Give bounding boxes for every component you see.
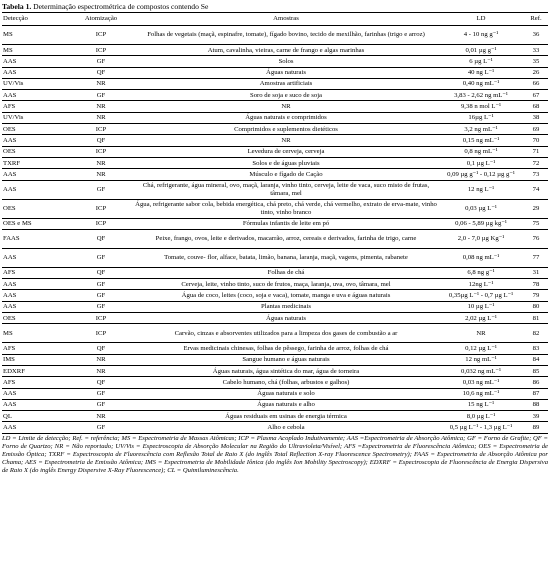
- cell-deteccao: AAS: [2, 169, 68, 180]
- cell-ref: 29: [524, 199, 548, 218]
- cell-atomizacao: QF: [68, 135, 134, 146]
- cell-amostras: Águas residuais em usinas de energia térmica: [134, 411, 438, 422]
- cell-deteccao: AAS: [2, 56, 68, 67]
- cell-deteccao: OES: [2, 199, 68, 218]
- table-row: [2, 301, 548, 312]
- cell-deteccao: UV/Vis: [2, 112, 68, 123]
- cell-ref: 88: [524, 399, 548, 410]
- cell-amostras: Cabelo humano, chá (folhas, arbustos e galhos): [134, 377, 438, 388]
- cell-deteccao: AAS: [2, 180, 68, 199]
- header-atomizacao: Atomização: [68, 13, 134, 26]
- cell-atomizacao: ICP: [68, 218, 134, 229]
- cell-deteccao: AAS: [2, 388, 68, 399]
- table-row: [2, 169, 548, 180]
- table-row: [2, 78, 548, 89]
- table-row: [2, 343, 548, 354]
- cell-deteccao: QL: [2, 411, 68, 422]
- cell-deteccao: AAS: [2, 301, 68, 312]
- cell-ref: 71: [524, 146, 548, 157]
- cell-ref: 80: [524, 301, 548, 312]
- cell-deteccao: OES e MS: [2, 218, 68, 229]
- cell-atomizacao: ICP: [68, 313, 134, 324]
- table-row: [2, 157, 548, 168]
- cell-atomizacao: ICP: [68, 26, 134, 45]
- cell-ref: 68: [524, 101, 548, 112]
- cell-ld: 15 ng L⁻¹: [438, 399, 524, 410]
- cell-ld: 3,2 ng mL⁻¹: [438, 124, 524, 135]
- cell-atomizacao: NR: [68, 78, 134, 89]
- cell-ref: 67: [524, 90, 548, 101]
- cell-ld: 0,5 µg L⁻¹ - 1,3 µg L⁻¹: [438, 422, 524, 433]
- cell-ref: 89: [524, 422, 548, 433]
- cell-ref: 72: [524, 157, 548, 168]
- cell-ref: 87: [524, 388, 548, 399]
- cell-ld: 0,03 µg L⁻¹: [438, 199, 524, 218]
- cell-ld: 6 µg L⁻¹: [438, 56, 524, 67]
- cell-amostras: Fórmulas infantis de leite em pó: [134, 218, 438, 229]
- cell-amostras: Águas naturais, água sintética do mar, água de torneira: [134, 365, 438, 376]
- table-row: [2, 124, 548, 135]
- cell-atomizacao: ICP: [68, 199, 134, 218]
- cell-ld: NR: [438, 324, 524, 343]
- cell-amostras: Alho e cebola: [134, 422, 438, 433]
- cell-ref: 36: [524, 26, 548, 45]
- cell-deteccao: AAS: [2, 290, 68, 301]
- cell-ld: 0,8 ng mL⁻¹: [438, 146, 524, 157]
- header-deteccao: Detecção: [2, 13, 68, 26]
- cell-amostras: Água, refrigerante sabor cola, bebida energética, chá preto, chá verde, chá vermelho, extrato de erva-mate, vinho tinto, vinho branco: [134, 199, 438, 218]
- cell-amostras: NR: [134, 135, 438, 146]
- cell-ref: 81: [524, 313, 548, 324]
- cell-ref: 78: [524, 279, 548, 290]
- cell-ref: 82: [524, 324, 548, 343]
- cell-amostras: Águas naturais e comprimidos: [134, 112, 438, 123]
- cell-ld: 40 ng L⁻¹: [438, 67, 524, 78]
- cell-deteccao: UV/Vis: [2, 78, 68, 89]
- cell-amostras: Cerveja, leite, vinho tinto, suco de frutos, maça, laranja, uva, ovo, tâmara, mel: [134, 279, 438, 290]
- cell-ref: 38: [524, 112, 548, 123]
- table-caption: [2, 2, 548, 12]
- cell-atomizacao: GF: [68, 180, 134, 199]
- cell-ref: 76: [524, 229, 548, 248]
- cell-ref: 26: [524, 67, 548, 78]
- table-row: [2, 411, 548, 422]
- table-row: [2, 67, 548, 78]
- table-row: [2, 354, 548, 365]
- cell-ref: 74: [524, 180, 548, 199]
- cell-ld: 0,1 µg L⁻¹: [438, 157, 524, 168]
- cell-atomizacao: GF: [68, 248, 134, 267]
- cell-atomizacao: ICP: [68, 324, 134, 343]
- table-row: [2, 248, 548, 267]
- cell-ld: 12 ng mL⁻¹: [438, 354, 524, 365]
- cell-atomizacao: NR: [68, 169, 134, 180]
- cell-amostras: Amostras artificiais: [134, 78, 438, 89]
- table-row: [2, 388, 548, 399]
- cell-atomizacao: QF: [68, 377, 134, 388]
- header-ld: LD: [438, 13, 524, 26]
- cell-ld: 0,09 µg g⁻¹ - 0,12 µg g⁻¹: [438, 169, 524, 180]
- cell-deteccao: IMS: [2, 354, 68, 365]
- table-row: [2, 313, 548, 324]
- cell-ld: 3,83 - 2,62 ng mL⁻¹: [438, 90, 524, 101]
- header-row: [2, 13, 548, 26]
- table-row: [2, 399, 548, 410]
- cell-amostras: Atum, cavalinha, vieiras, carne de frango e algas marinhas: [134, 45, 438, 56]
- cell-deteccao: EDXRF: [2, 365, 68, 376]
- cell-deteccao: AFS: [2, 343, 68, 354]
- cell-deteccao: MS: [2, 26, 68, 45]
- table-row: [2, 218, 548, 229]
- cell-amostras: Águas naturais: [134, 67, 438, 78]
- cell-amostras: Levedura de cerveja, cerveja: [134, 146, 438, 157]
- cell-amostras: Água de coco, leites (coco, soja e vaca), tomate, manga e uva e águas naturais: [134, 290, 438, 301]
- cell-ref: 79: [524, 290, 548, 301]
- cell-deteccao: TXRF: [2, 157, 68, 168]
- cell-atomizacao: QF: [68, 267, 134, 278]
- cell-deteccao: AAS: [2, 399, 68, 410]
- cell-amostras: Carvão, cinzas e absorventes utilizados para a limpeza dos gases de combustão a ar: [134, 324, 438, 343]
- cell-ld: 0,01 µg g⁻¹: [438, 45, 524, 56]
- cell-deteccao: AAS: [2, 67, 68, 78]
- cell-ref: 77: [524, 248, 548, 267]
- cell-atomizacao: NR: [68, 411, 134, 422]
- cell-atomizacao: GF: [68, 388, 134, 399]
- cell-amostras: Tomate, couve- flor, alface, batata, limão, banana, laranja, maçã, vagens, pimenta, rabanete: [134, 248, 438, 267]
- cell-ld: 2,02 µg L⁻¹: [438, 313, 524, 324]
- cell-ref: 31: [524, 267, 548, 278]
- cell-ld: 9,38 n mol L⁻¹: [438, 101, 524, 112]
- cell-amostras: Folhas de chá: [134, 267, 438, 278]
- table-body: [2, 26, 548, 434]
- cell-amostras: Solos e de águas pluviais: [134, 157, 438, 168]
- cell-ld: 8,0 µg L⁻¹: [438, 411, 524, 422]
- cell-deteccao: AAS: [2, 248, 68, 267]
- table-row: [2, 422, 548, 433]
- table-row: [2, 365, 548, 376]
- cell-amostras: Solos: [134, 56, 438, 67]
- cell-deteccao: AAS: [2, 422, 68, 433]
- cell-deteccao: AFS: [2, 377, 68, 388]
- table-row: [2, 56, 548, 67]
- footnote: LD = Limite de detecção; Ref. = referência; MS = Espectrometria de Massas Atômicas; ICP = Plasma Acoplado Indutivamente; AAS =Espectrometria de Absorção Atômica; GF = Forno de Grafite; QF = Forno de Quartzo; NR = Não reportado; UV/Vis = Espectroscopia de Absorção Molecular na Região do Ultravioleta/Visível; AFS =Espectrometria de Fluorescência Atômica; OES = Espectrometria de Emissão Óptica; TXRF = Espectroscopia de Fluorescência com Reflexão Total de Raio X (do inglês Total Reflection X-ray Fluorescence Spectrometry); FAAS = Espectrometria de Absorção Atômica por Chama; AES = Espectrometria de Emissão Atômica; IMS = Espectrometria de Mobilidade Iônica (do inglês Ion Mobility Spectroscopy); EDXRF = Espectroscopia de Fluorescência de Energia Dispersiva de Raio X (do inglês Energy Dispersive X-Ray Fluorescence); CL = Quimiluminescência.: [2, 434, 548, 475]
- cell-ref: 33: [524, 45, 548, 56]
- cell-ld: 0,40 ng mL⁻¹: [438, 78, 524, 89]
- cell-amostras: Peixe, frango, ovos, leite e derivados, macarrão, arroz, cereais e derivados, farinha de trigo, carne: [134, 229, 438, 248]
- cell-deteccao: AAS: [2, 90, 68, 101]
- cell-ld: 10 µg L⁻¹: [438, 301, 524, 312]
- cell-amostras: Soro de soja e suco de soja: [134, 90, 438, 101]
- cell-ref: 70: [524, 135, 548, 146]
- cell-ld: 0,12 µg L⁻¹: [438, 343, 524, 354]
- cell-deteccao: AAS: [2, 135, 68, 146]
- cell-atomizacao: GF: [68, 399, 134, 410]
- cell-ld: 6,8 ng g⁻¹: [438, 267, 524, 278]
- cell-ref: 39: [524, 411, 548, 422]
- cell-ref: 35: [524, 56, 548, 67]
- cell-ref: 83: [524, 343, 548, 354]
- table-row: [2, 290, 548, 301]
- cell-atomizacao: QF: [68, 67, 134, 78]
- cell-amostras: Comprimidos e suplementos dietéticos: [134, 124, 438, 135]
- cell-amostras: Águas naturais e alho: [134, 399, 438, 410]
- cell-atomizacao: ICP: [68, 124, 134, 135]
- table-row: [2, 45, 548, 56]
- table-row: [2, 112, 548, 123]
- cell-atomizacao: NR: [68, 157, 134, 168]
- cell-atomizacao: GF: [68, 422, 134, 433]
- cell-amostras: Ervas medicinais chinesas, folhas de pêssego, farinha de arroz, folhas de chá: [134, 343, 438, 354]
- cell-ld: 0,35µg L⁻¹ - 0,7 µg L⁻¹: [438, 290, 524, 301]
- cell-ld: 0,08 ng mL⁻¹: [438, 248, 524, 267]
- cell-ld: 2,0 - 7,0 µg Kg⁻¹: [438, 229, 524, 248]
- cell-ld: 0,032 ng mL⁻¹: [438, 365, 524, 376]
- cell-atomizacao: QF: [68, 229, 134, 248]
- table-row: [2, 267, 548, 278]
- cell-amostras: Águas naturais e solo: [134, 388, 438, 399]
- cell-amostras: Águas naturais: [134, 313, 438, 324]
- cell-amostras: Sangue humano e águas naturais: [134, 354, 438, 365]
- table-row: [2, 26, 548, 45]
- cell-deteccao: OES: [2, 313, 68, 324]
- cell-ref: 85: [524, 365, 548, 376]
- cell-atomizacao: GF: [68, 56, 134, 67]
- table-row: [2, 377, 548, 388]
- cell-deteccao: MS: [2, 324, 68, 343]
- cell-ld: 10,6 ng mL⁻¹: [438, 388, 524, 399]
- table-row: [2, 180, 548, 199]
- cell-ld: 12 ng L⁻¹: [438, 180, 524, 199]
- table-row: [2, 146, 548, 157]
- cell-atomizacao: ICP: [68, 146, 134, 157]
- cell-ld: 0,15 ng mL⁻¹: [438, 135, 524, 146]
- cell-atomizacao: NR: [68, 354, 134, 365]
- cell-ref: 84: [524, 354, 548, 365]
- table-row: [2, 229, 548, 248]
- table-row: [2, 279, 548, 290]
- cell-atomizacao: NR: [68, 112, 134, 123]
- cell-amostras: Plantas medicinais: [134, 301, 438, 312]
- cell-atomizacao: GF: [68, 279, 134, 290]
- cell-ref: 66: [524, 78, 548, 89]
- cell-atomizacao: GF: [68, 290, 134, 301]
- selenium-table: [2, 12, 548, 434]
- cell-ld: 12ng L⁻¹: [438, 279, 524, 290]
- cell-amostras: Músculo e fígado de Cação: [134, 169, 438, 180]
- table-row: [2, 90, 548, 101]
- cell-deteccao: MS: [2, 45, 68, 56]
- cell-atomizacao: ICP: [68, 45, 134, 56]
- cell-deteccao: AFS: [2, 267, 68, 278]
- cell-amostras: Chá, refrigerante, água mineral, ovo, maçã, laranja, vinho tinto, cerveja, leite de vaca, suco misto de frutas, tâmara, mel: [134, 180, 438, 199]
- cell-atomizacao: NR: [68, 101, 134, 112]
- cell-ld: 4 - 10 ng g⁻¹: [438, 26, 524, 45]
- cell-atomizacao: NR: [68, 365, 134, 376]
- cell-ld: 0,03 ng mL⁻¹: [438, 377, 524, 388]
- cell-ref: 75: [524, 218, 548, 229]
- table-row: [2, 135, 548, 146]
- cell-deteccao: OES: [2, 146, 68, 157]
- cell-ld: 0,06 - 5,89 µg kg⁻¹: [438, 218, 524, 229]
- cell-atomizacao: GF: [68, 90, 134, 101]
- header-amostras: Amostras: [134, 13, 438, 26]
- cell-deteccao: FAAS: [2, 229, 68, 248]
- cell-atomizacao: GF: [68, 301, 134, 312]
- cell-deteccao: OES: [2, 124, 68, 135]
- document: [2, 0, 548, 475]
- caption-label: Tabela 1.: [2, 2, 32, 11]
- cell-ref: 86: [524, 377, 548, 388]
- cell-ld: 16µg L⁻¹: [438, 112, 524, 123]
- table-row: [2, 324, 548, 343]
- cell-deteccao: AFS: [2, 101, 68, 112]
- table-row: [2, 101, 548, 112]
- cell-amostras: NR: [134, 101, 438, 112]
- cell-amostras: Folhas de vegetais (maçã, espinafre, tomate), fígado bovino, tecido de mexilhão, farinhas (trigo e arroz): [134, 26, 438, 45]
- caption-text: Determinação espectrométrica de compostos contendo Se: [31, 2, 209, 11]
- header-ref: Ref.: [524, 13, 548, 26]
- cell-deteccao: AAS: [2, 279, 68, 290]
- cell-ref: 69: [524, 124, 548, 135]
- cell-atomizacao: QF: [68, 343, 134, 354]
- cell-ref: 73: [524, 169, 548, 180]
- table-row: [2, 199, 548, 218]
